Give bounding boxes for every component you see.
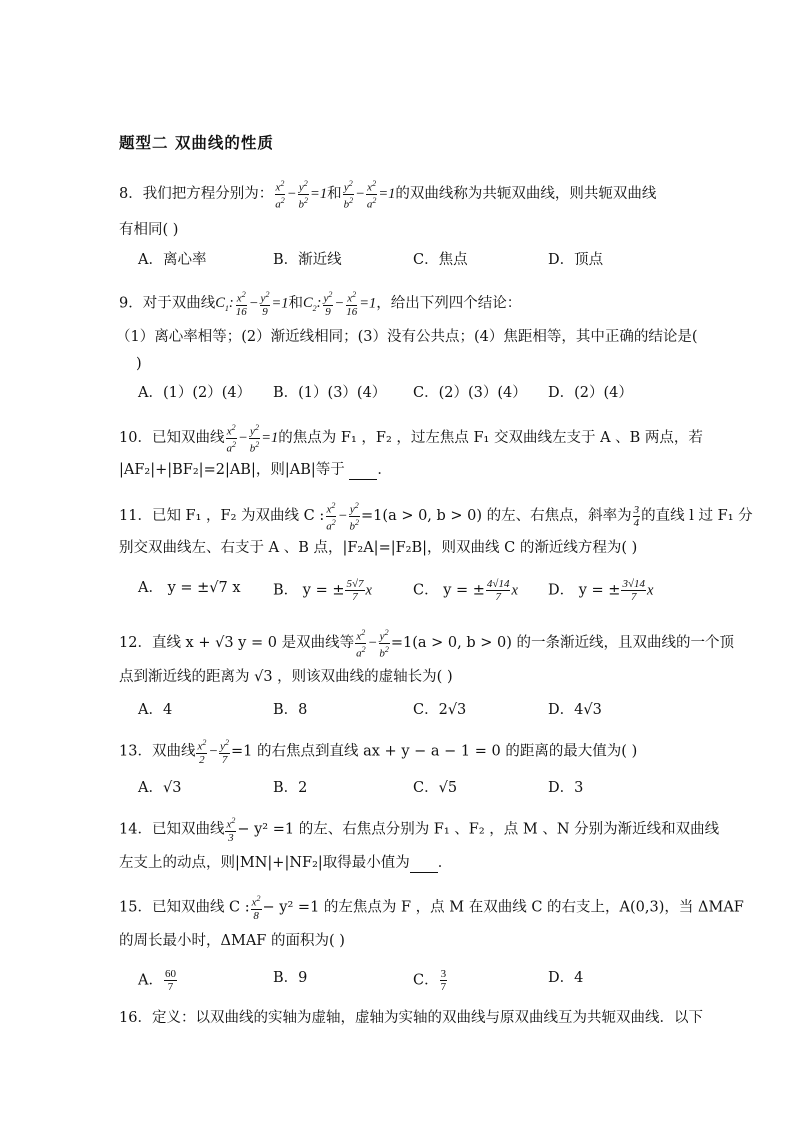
q13-text-pre: 13．双曲线: [119, 743, 196, 760]
q9-option-a: A．(1）(2）(4）: [138, 385, 252, 401]
q8-option-b: B．渐近线: [273, 252, 342, 268]
q15-option-a: A． $\frac{60}{7}$: [138, 968, 176, 993]
q14-text-pre: 14．已知双曲线: [119, 821, 225, 838]
q11-text-post: 的直线 l 过 F₁ 分: [641, 508, 753, 525]
question-8-line-2: 有相同( ): [119, 222, 179, 238]
question-15-line-2: 的周长最小时，ΔMAF 的面积为( ): [119, 933, 345, 949]
question-9-line-2: （1）离心率相等；(2）渐近线相同；(3）没有公共点；(4）焦距相等，其中正确的结论是(: [116, 329, 698, 345]
question-9-line-1: 9．对于双曲线$C_1$: $\frac{x^2}{16}$ − $\frac{y^2}{9}$ =1和$C_2$: $\frac{y^2}{9}$ − $\frac{x^2}{16}$ =1，给出下列四个结论：: [119, 290, 522, 318]
q15-option-b: B．9: [273, 970, 308, 986]
q13-option-b: B．2: [273, 780, 308, 796]
question-10-line-2: |AF₂|+|BF₂|=2|AB|，则|AB|等于 ．: [119, 462, 392, 478]
q13-option-a: A．√3: [138, 780, 182, 796]
q12-option-c: C．2√3: [413, 702, 467, 718]
q10-text-post: 的焦点为 F₁ ，F₂ ，过左焦点 F₁ 交双曲线左支于 A 、B 两点，若: [278, 430, 703, 447]
question-9-line-3: ): [136, 356, 142, 372]
q11-option-c: C． y = ± $\frac{4√14}{7}$ x: [413, 578, 518, 603]
q15-text-post: − y² =1 的左焦点为 F ，点 M 在双曲线 C 的右支上，A(0,3)，当 ΔMAF: [262, 899, 744, 916]
answer-blank: [349, 465, 377, 480]
q9-text-post: ，给出下列四个结论：: [376, 295, 522, 312]
question-14-line-2: 左支上的动点，则|MN|+|NF₂|取得最小值为 ．: [119, 855, 453, 871]
q9-option-c: C．(2）(3）(4）: [413, 385, 527, 401]
section-title: 题型二 双曲线的性质: [119, 134, 274, 152]
q11-text-pre: 11．已知 F₁ ，F₂ 为双曲线 C :: [119, 508, 325, 525]
question-15-line-1: 15．已知双曲线 C : $\frac{x^2}{8}$ − y² =1 的左焦点为 F ，点 M 在双曲线 C 的右支上，A(0,3)，当 ΔMAF: [119, 894, 744, 922]
q12-option-d: D．4√3: [548, 702, 602, 718]
question-16-line-1: 16．定义：以双曲线的实轴为虚轴，虚轴为实轴的双曲线与原双曲线互为共轭双曲线．以下: [119, 1010, 703, 1026]
q9-option-b: B．(1）(3）(4）: [273, 385, 387, 401]
q9-text-pre: 9．对于双曲线: [119, 295, 216, 312]
q15-option-c: C． $\frac{3}{7}$: [413, 968, 447, 993]
q10-text-pre: 10．已知双曲线: [119, 430, 225, 447]
question-12-line-1: 12．直线 x + √3 y = 0 是双曲线等 $\frac{x^2}{a^2}$ − $\frac{y^2}{b^2}$ =1(a > 0, b > 0) 的一条渐近线，且双曲线的一个顶: [119, 628, 735, 660]
q8-option-c: C．焦点: [413, 252, 468, 268]
q13-option-c: C．√5: [413, 780, 458, 796]
q15-text-pre: 15．已知双曲线 C :: [119, 899, 250, 916]
question-11-line-1: 11．已知 F₁ ，F₂ 为双曲线 C : $\frac{x^2}{a^2}$ − $\frac{y^2}{b^2}$ =1(a > 0, b > 0) 的左、右焦点，斜率为 $\frac{3}{4}$ 的直线 l 过 F₁ 分: [119, 501, 753, 533]
q8-option-a: A．离心率: [138, 252, 207, 268]
q11-option-a: A． y = ±√7 x: [138, 580, 241, 596]
q11-option-b: B． y = ± $\frac{5√7}{7}$ x: [273, 578, 372, 603]
question-12-line-2: 点到渐近线的距离为 √3 ，则该双曲线的虚轴长为( ): [119, 669, 453, 685]
q9-text-and: 和: [288, 295, 303, 312]
q8-text-pre: 8．我们把方程分别为：: [119, 186, 274, 203]
answer-blank: [410, 858, 438, 873]
question-13-line-1: 13．双曲线 $\frac{x^2}{2}$ − $\frac{y^2}{7}$ =1 的右焦点到直线 ax + y − a − 1 = 0 的距离的最大值为( ): [119, 738, 638, 766]
q12-option-a: A．4: [138, 702, 173, 718]
q15-option-d: D．4: [548, 970, 584, 986]
question-14-line-1: 14．已知双曲线 $\frac{x^2}{3}$ − y² =1 的左、右焦点分别为 F₁ 、F₂ ，点 M 、N 分别为渐近线和双曲线: [119, 816, 720, 844]
q12-option-b: B．8: [273, 702, 308, 718]
q13-text-post: =1 的右焦点到直线 ax + y − a − 1 = 0 的距离的最大值为( ): [231, 743, 638, 760]
question-10-line-1: 10．已知双曲线 $\frac{x^2}{a^2}$ − $\frac{y^2}{b^2}$ =1的焦点为 F₁ ，F₂ ，过左焦点 F₁ 交双曲线左支于 A 、B 两点，若: [119, 423, 703, 455]
q11-option-d: D． y = ± $\frac{3√14}{7}$ x: [548, 578, 654, 603]
q9-option-d: D．(2）(4）: [548, 385, 633, 401]
q13-option-d: D．3: [548, 780, 584, 796]
q8-option-d: D．顶点: [548, 252, 604, 268]
q14-text-post: − y² =1 的左、右焦点分别为 F₁ 、F₂ ，点 M 、N 分别为渐近线和双曲线: [237, 821, 720, 838]
q12-text-post: =1(a > 0, b > 0) 的一条渐近线，且双曲线的一个顶: [390, 635, 735, 652]
q8-text-post: 的双曲线称为共轭双曲线，则共轭双曲线: [395, 186, 657, 203]
question-11-line-2: 别交双曲线左、右支于 A 、B 点，|F₂A|=|F₂B|，则双曲线 C 的渐近线方程为( ): [119, 540, 638, 556]
question-8-line-1: 8．我们把方程分别为： $\frac{x^2}{a^2}$ − $\frac{y^2}{b^2}$ =1和 $\frac{y^2}{b^2}$ − $\frac{x^2}{a^2}$ =1的双曲线称为共轭双曲线，则共轭双曲线: [119, 179, 657, 211]
q11-text-mid: =1(a > 0, b > 0) 的左、右焦点，斜率为: [361, 508, 632, 525]
q8-text-and: 和: [327, 186, 342, 203]
q12-text-pre: 12．直线 x + √3 y = 0 是双曲线等: [119, 635, 355, 652]
